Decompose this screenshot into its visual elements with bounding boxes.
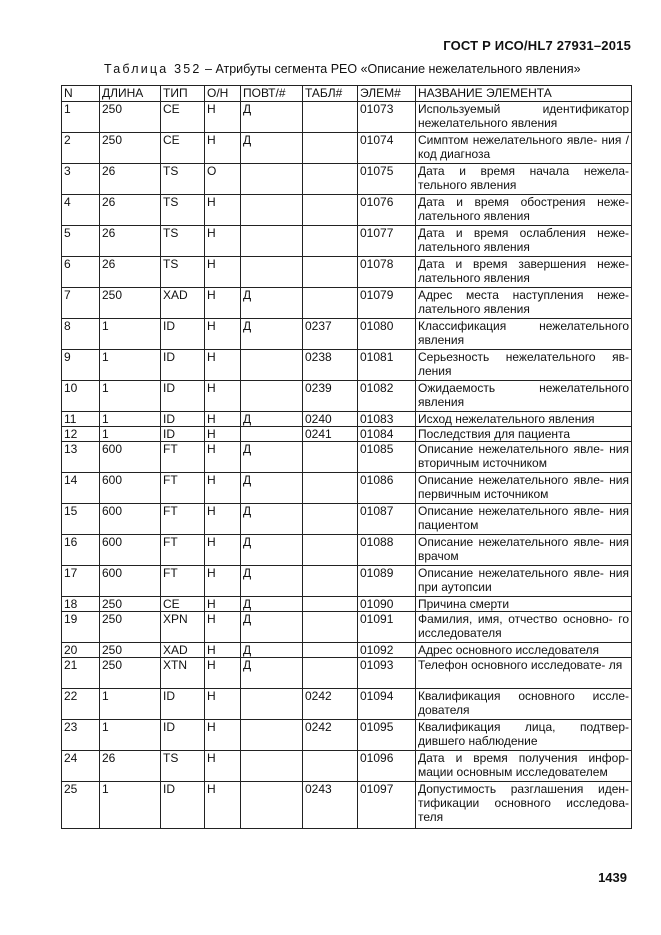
table-row [62, 288, 632, 319]
column-header: ЭЛЕМ# [358, 86, 416, 102]
element-name-cell: Используемый идентификатор нежелательного явления [416, 102, 632, 133]
table-cell: ID [161, 412, 205, 427]
table-cell: 10 [62, 381, 100, 412]
element-name-cell: Дата и время получения инфор- мации основным исследователем [416, 751, 632, 782]
element-name-cell: Серьезность нежелательного яв- ления [416, 350, 632, 381]
table-cell: CE [161, 597, 205, 612]
table-cell: Н [205, 612, 241, 643]
table-cell: Н [205, 319, 241, 350]
table-cell: 2 [62, 133, 100, 164]
table-caption-text: – Атрибуты сегмента PEO «Описание нежелательного явления» [201, 62, 581, 76]
column-header: ДЛИНА [100, 86, 161, 102]
table-cell: Н [205, 689, 241, 720]
table-cell: Н [205, 288, 241, 319]
table-cell: 01096 [358, 751, 416, 782]
table-cell [241, 689, 303, 720]
table-cell: Н [205, 442, 241, 473]
table-cell [303, 597, 358, 612]
table-cell: Д [241, 612, 303, 643]
table-cell: 0241 [303, 427, 358, 442]
table-cell: Д [241, 442, 303, 473]
table-cell: 600 [100, 535, 161, 566]
table-cell: 600 [100, 504, 161, 535]
table-cell: Д [241, 133, 303, 164]
table-cell: 24 [62, 751, 100, 782]
table-cell: 1 [62, 102, 100, 133]
table-cell [303, 473, 358, 504]
column-header: О/Н [205, 86, 241, 102]
table-row [62, 689, 632, 720]
table-cell: ID [161, 689, 205, 720]
table-cell [303, 195, 358, 226]
table-row [62, 658, 632, 689]
table-cell: 250 [100, 612, 161, 643]
table-cell: 250 [100, 133, 161, 164]
table-cell [241, 164, 303, 195]
table-cell: 01078 [358, 257, 416, 288]
table-cell: 01073 [358, 102, 416, 133]
table-cell: 12 [62, 427, 100, 442]
table-cell: 26 [100, 164, 161, 195]
table-cell: Н [205, 381, 241, 412]
standard-designation: ГОСТ Р ИСО/HL7 27931–2015 [443, 38, 631, 53]
table-cell: 250 [100, 658, 161, 689]
table-cell: Н [205, 504, 241, 535]
element-name-cell: Квалификация лица, подтвер- дившего наблюдение [416, 720, 632, 751]
table-row [62, 319, 632, 350]
table-row [62, 535, 632, 566]
element-name-cell: Дата и время ослабления нежe- лательного явления [416, 226, 632, 257]
table-cell: 0242 [303, 720, 358, 751]
table-cell: 7 [62, 288, 100, 319]
table-cell: Д [241, 658, 303, 689]
element-name-cell: Дата и время начала нежела- тельного явления [416, 164, 632, 195]
table-row [62, 643, 632, 658]
table-cell: 01090 [358, 597, 416, 612]
table-cell: XTN [161, 658, 205, 689]
table-row [62, 612, 632, 643]
table-row [62, 751, 632, 782]
table-cell: 25 [62, 782, 100, 829]
table-cell: TS [161, 195, 205, 226]
table-cell: Н [205, 720, 241, 751]
table-cell: ID [161, 427, 205, 442]
table-cell: FT [161, 473, 205, 504]
table-cell: 01087 [358, 504, 416, 535]
table-cell: 600 [100, 473, 161, 504]
table-cell: 0238 [303, 350, 358, 381]
table-cell: 250 [100, 597, 161, 612]
table-cell: 1 [100, 689, 161, 720]
table-cell [303, 504, 358, 535]
table-cell [241, 257, 303, 288]
table-cell [303, 643, 358, 658]
table-cell: 3 [62, 164, 100, 195]
table-cell: Д [241, 566, 303, 597]
table-cell: 01083 [358, 412, 416, 427]
table-cell: 01074 [358, 133, 416, 164]
table-cell [303, 164, 358, 195]
table-cell: 01084 [358, 427, 416, 442]
table-cell: 600 [100, 566, 161, 597]
table-cell: 250 [100, 102, 161, 133]
table-cell: CE [161, 133, 205, 164]
table-cell [241, 751, 303, 782]
table-cell: 01080 [358, 319, 416, 350]
table-cell: 19 [62, 612, 100, 643]
table-cell: 01082 [358, 381, 416, 412]
table-cell: 14 [62, 473, 100, 504]
table-cell: 23 [62, 720, 100, 751]
table-row [62, 720, 632, 751]
element-name-cell: Описание нежелательного явле- ния первичным источником [416, 473, 632, 504]
table-cell: FT [161, 442, 205, 473]
table-cell: ID [161, 782, 205, 829]
table-cell [303, 442, 358, 473]
element-name-cell: Причина смерти [416, 597, 632, 612]
table-cell: 01085 [358, 442, 416, 473]
table-cell: XPN [161, 612, 205, 643]
table-cell: ID [161, 319, 205, 350]
element-name-cell: Ожидаемость нежелательного явления [416, 381, 632, 412]
table-cell [241, 350, 303, 381]
element-name-cell: Допустимость разглашения иден- тификации основного исследова- теля [416, 782, 632, 829]
table-cell: 0237 [303, 319, 358, 350]
table-cell: 1 [100, 350, 161, 381]
table-cell: 26 [100, 257, 161, 288]
table-cell: 1 [100, 427, 161, 442]
table-cell: О [205, 164, 241, 195]
table-cell: 01091 [358, 612, 416, 643]
table-cell: 0240 [303, 412, 358, 427]
element-name-cell: Последствия для пациента [416, 427, 632, 442]
table-row [62, 350, 632, 381]
table-cell: Н [205, 473, 241, 504]
table-cell: Н [205, 643, 241, 658]
table-cell: 01079 [358, 288, 416, 319]
table-cell: 1 [100, 782, 161, 829]
table-cell: FT [161, 566, 205, 597]
column-header: ТИП [161, 86, 205, 102]
table-cell [241, 195, 303, 226]
element-name-cell: Симптом нежелательного явле- ния /код диагноза [416, 133, 632, 164]
table-cell: 01092 [358, 643, 416, 658]
table-cell: Д [241, 597, 303, 612]
table-cell: 01075 [358, 164, 416, 195]
table-cell: 16 [62, 535, 100, 566]
table-cell: 4 [62, 195, 100, 226]
table-cell: Д [241, 288, 303, 319]
table-cell [303, 566, 358, 597]
table-row [62, 102, 632, 133]
table-cell [303, 288, 358, 319]
table-cell: Н [205, 597, 241, 612]
table-cell: 0239 [303, 381, 358, 412]
table-cell: FT [161, 535, 205, 566]
table-cell: Н [205, 257, 241, 288]
table-row [62, 133, 632, 164]
table-cell: 600 [100, 442, 161, 473]
element-name-cell: Телефон основного исследовате- ля [416, 658, 632, 689]
table-row [62, 442, 632, 473]
table-cell: 01076 [358, 195, 416, 226]
table-cell: Н [205, 782, 241, 829]
element-name-cell: Описание нежелательного явле- ния пациентом [416, 504, 632, 535]
table-cell: 17 [62, 566, 100, 597]
table-cell: 1 [100, 412, 161, 427]
element-name-cell: Классификация нежелательного явления [416, 319, 632, 350]
element-name-cell: Описание нежелательного явле- ния вторичным источником [416, 442, 632, 473]
table-cell: 8 [62, 319, 100, 350]
table-row [62, 257, 632, 288]
table-row [62, 427, 632, 442]
table-row [62, 381, 632, 412]
table-cell [303, 751, 358, 782]
table-cell: Н [205, 535, 241, 566]
table-cell: Н [205, 195, 241, 226]
element-name-cell: Адрес места наступления нежe- лательного явления [416, 288, 632, 319]
table-cell: Н [205, 133, 241, 164]
table-cell: 13 [62, 442, 100, 473]
table-cell: Д [241, 412, 303, 427]
table-cell: 18 [62, 597, 100, 612]
table-cell: 21 [62, 658, 100, 689]
table-row [62, 566, 632, 597]
table-cell: ID [161, 720, 205, 751]
table-cell [303, 226, 358, 257]
table-cell [303, 612, 358, 643]
table-cell: FT [161, 504, 205, 535]
table-cell: Д [241, 319, 303, 350]
page-number: 1439 [598, 870, 627, 885]
table-cell [241, 782, 303, 829]
element-name-cell: Фамилия, имя, отчество основно- го исследователя [416, 612, 632, 643]
table-cell: XAD [161, 643, 205, 658]
table-cell: Н [205, 566, 241, 597]
table-cell: 6 [62, 257, 100, 288]
table-caption [104, 62, 581, 76]
table-cell: 11 [62, 412, 100, 427]
table-cell: TS [161, 751, 205, 782]
table-cell: Д [241, 504, 303, 535]
table-cell: 01086 [358, 473, 416, 504]
element-name-cell: Описание нежелательного явле- ния врачом [416, 535, 632, 566]
table-cell: Н [205, 427, 241, 442]
table-cell: Н [205, 751, 241, 782]
table-cell: Н [205, 102, 241, 133]
table-cell: 01094 [358, 689, 416, 720]
table-cell: 0242 [303, 689, 358, 720]
table-cell [303, 658, 358, 689]
table-cell: 1 [100, 319, 161, 350]
table-cell: CE [161, 102, 205, 133]
table-cell [303, 535, 358, 566]
table-row [62, 226, 632, 257]
table-cell: 01077 [358, 226, 416, 257]
table-cell: TS [161, 164, 205, 195]
table-cell [303, 133, 358, 164]
table-row [62, 504, 632, 535]
table-cell: Н [205, 412, 241, 427]
table-cell: Д [241, 473, 303, 504]
table-cell: 26 [100, 751, 161, 782]
element-name-cell: Адрес основного исследователя [416, 643, 632, 658]
table-cell: 01093 [358, 658, 416, 689]
table-cell: 250 [100, 288, 161, 319]
table-cell: ID [161, 350, 205, 381]
element-name-cell: Дата и время обострения нежe- лательного явления [416, 195, 632, 226]
element-name-cell: Дата и время завершения нежe- лательного явления [416, 257, 632, 288]
table-cell: 1 [100, 720, 161, 751]
column-header: ПОВТ/# [241, 86, 303, 102]
table-cell: 5 [62, 226, 100, 257]
table-row [62, 195, 632, 226]
table-cell: Д [241, 102, 303, 133]
table-cell: ID [161, 381, 205, 412]
table-cell: 01081 [358, 350, 416, 381]
table-cell: 01088 [358, 535, 416, 566]
table-header-row [62, 86, 632, 102]
element-name-cell: Исход нежелательного явления [416, 412, 632, 427]
table-cell: Н [205, 350, 241, 381]
table-cell [303, 102, 358, 133]
table-cell: 1 [100, 381, 161, 412]
table-cell: TS [161, 226, 205, 257]
table-cell: 20 [62, 643, 100, 658]
table-cell: 250 [100, 643, 161, 658]
table-cell: 9 [62, 350, 100, 381]
element-name-cell: Описание нежелательного явле- ния при аутопсии [416, 566, 632, 597]
column-header: N [62, 86, 100, 102]
table-cell: TS [161, 257, 205, 288]
table-row [62, 782, 632, 829]
table-cell: 0243 [303, 782, 358, 829]
table-cell [241, 427, 303, 442]
table-cell: XAD [161, 288, 205, 319]
table-row [62, 597, 632, 612]
element-name-cell: Квалификация основного иссле- дователя [416, 689, 632, 720]
table-cell: 15 [62, 504, 100, 535]
column-header: НАЗВАНИЕ ЭЛЕМЕНТА [416, 86, 632, 102]
table-caption-label: Таблица 352 [104, 62, 202, 76]
table-cell: Д [241, 535, 303, 566]
table-cell [241, 381, 303, 412]
table-cell: 26 [100, 226, 161, 257]
table-row [62, 412, 632, 427]
column-header: ТАБЛ# [303, 86, 358, 102]
table-cell [303, 257, 358, 288]
table-cell: 22 [62, 689, 100, 720]
table-row [62, 473, 632, 504]
table-cell: Н [205, 226, 241, 257]
table-cell [241, 720, 303, 751]
table-cell: Д [241, 643, 303, 658]
table-row [62, 164, 632, 195]
table-cell: 01089 [358, 566, 416, 597]
table-cell: 01097 [358, 782, 416, 829]
table-cell [241, 226, 303, 257]
table-cell: 01095 [358, 720, 416, 751]
attributes-table [61, 85, 632, 829]
table-cell: Н [205, 658, 241, 689]
table-cell: 26 [100, 195, 161, 226]
